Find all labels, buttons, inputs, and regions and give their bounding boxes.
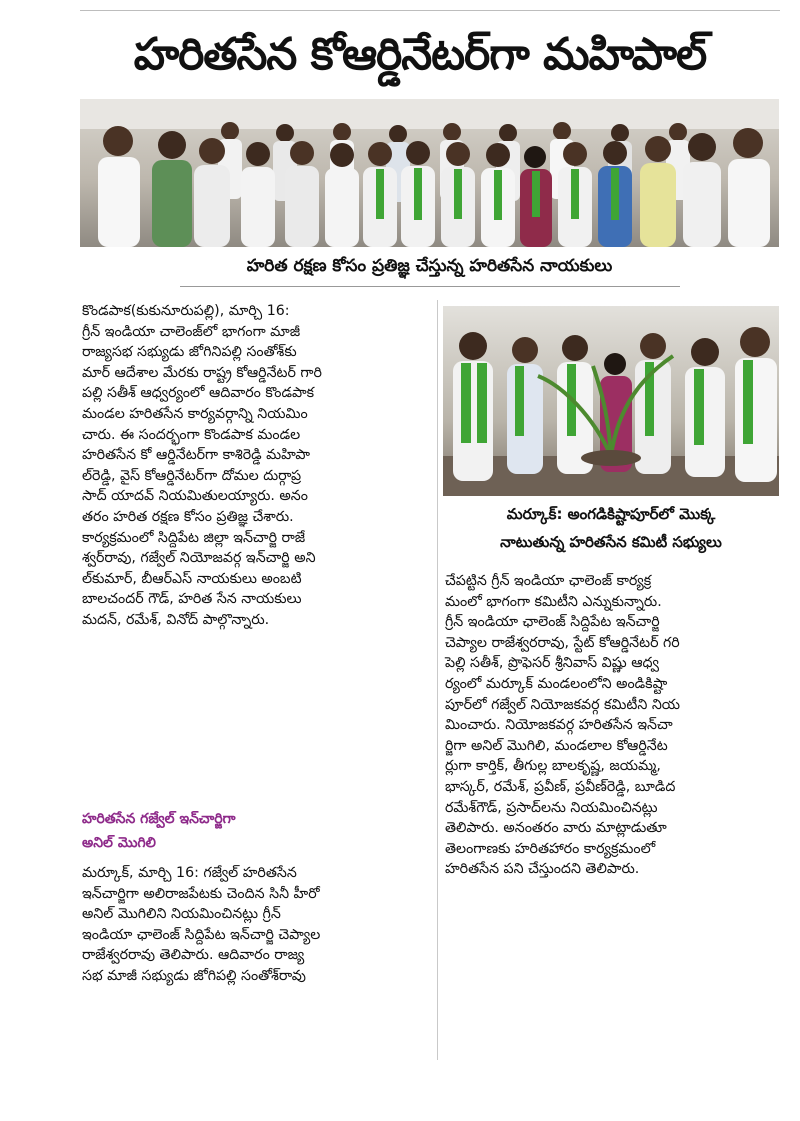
article-line: హరితసేన పని చేస్తుందని తెలిపారు.: [445, 861, 640, 878]
photo2-caption-line: నాటుతున్న హరితసేన కమిటీ సభ్యులు: [500, 533, 722, 551]
article-line: ఇన్‌చార్జిగా అలిరాజపేటకు చెందిన సినీ హీరో: [82, 885, 320, 902]
group-pledge-photo: [80, 99, 779, 247]
photo1-caption: హరిత రక్షణ కోసం ప్రతిజ్ఞ చేస్తున్న హరితసేన నాయకులు: [246, 256, 613, 276]
column-divider: [437, 300, 438, 1060]
article-markook-right: [445, 571, 779, 880]
photo2-caption-line: మర్కూక్: అంగడికిష్టాపూర్‌లో మొక్క: [506, 505, 716, 523]
article-line: రాజ్యసభ సభ్యుడు జోగినిపల్లి సంతోశ్‌కు: [82, 344, 297, 361]
article-line: మించారు. నియోజకవర్గ హరితసేన ఇన్‌చా: [445, 717, 673, 734]
top-rule: [80, 10, 780, 11]
article2-subheading: [82, 807, 430, 855]
subheading-line: హరితసేన గజ్వేల్ ఇన్‌చార్జిగా: [82, 811, 236, 827]
article-line: సభ మాజీ సభ్యుడు జోగిపల్లి సంతోశ్‌రావు: [82, 967, 306, 984]
article-line: కొండపాక(కుకునూరుపల్లి), మార్చి 16:: [82, 303, 290, 319]
article-line: గ్రీన్ ఇండియా చాలెంజ్‌లో భాగంగా మాజీ: [82, 323, 301, 340]
article-line: ల్‌రెడ్డి, వైస్ కోఆర్డినేటర్‌గా దోమల దుర్గాప్ర: [82, 467, 302, 484]
article-line: ర్జిగా అనిల్ మొగిలి, మండలాల కోఆర్డినేట: [445, 737, 668, 754]
article-line: పెల్లి సతీశ్, ప్రొఫెసర్ శ్రీనివాస్ విష్ణు ఆధ్వ: [445, 655, 659, 672]
article-line: హరితసేన కో ఆర్డినేటర్‌గా కాశిరెడ్డి మహిపా: [82, 447, 311, 464]
article-line: తెలిపారు. అనంతరం వారు మాట్లాడుతూ: [445, 820, 667, 837]
subheading-line: అనిల్ మొగిలి: [82, 835, 156, 851]
caption-rule: [180, 286, 680, 287]
photo2-caption: [443, 500, 779, 556]
article-line: చేపట్టిన గ్రీన్ ఇండియా ఛాలెంజ్ కార్యక్ర: [445, 573, 652, 589]
article-line: పల్లి సతీశ్ ఆధ్వర్యంలో ఆదివారం కొండపాక: [82, 385, 315, 402]
article-line: మర్కూక్, మార్చి 16: గజ్వేల్ హరితసేన: [82, 865, 297, 881]
article-line: శ్వర్‌రావు, గజ్వేల్ నియోజవర్గ ఇన్‌చార్జి అని: [82, 550, 316, 567]
article-line: ఇండియా ఛాలెంజ్ సిద్దిపేట ఇన్‌చార్జి చెప్యాల: [82, 926, 321, 943]
article-line: సాద్ యాదవ్ నియమితులయ్యారు. అనం: [82, 488, 308, 505]
planting-photo: [443, 306, 779, 496]
article-line: గ్రీన్ ఇండియా ఛాలెంజ్ సిద్దిపేట ఇన్‌చార్జి: [445, 614, 660, 631]
article-line: ర్యంలో మర్కూక్ మండలంలోని అండికిష్టా: [445, 675, 668, 692]
article-kondapaka: [82, 301, 430, 631]
article-line: రమేశ్‌గౌడ్, ప్రసాద్‌లను నియమించినట్లు: [445, 799, 658, 816]
article-line: అనిల్ మొగిలిని నియమించినట్లు గ్రీన్: [82, 906, 281, 923]
article-line: భాస్కర్, రమేశ్, ప్రవీణ్, ప్రవీణ్‌రెడ్డి, బూడిద: [445, 778, 676, 795]
article-line: ర్లుగా కార్తిక్, తీగుల్ల బాలకృష్ణ, జయమ్మ,: [445, 758, 661, 775]
article-line: ల్‌కుమార్, బీఆర్‌ఎస్ నాయకులు అంబటి: [82, 570, 302, 587]
article-line: మంలో భాగంగా కమిటీని ఎన్నుకున్నారు.: [445, 593, 662, 610]
article-line: బాలచందర్ గౌడ్, హరిత సేన నాయకులు: [82, 591, 302, 608]
article-line: కార్యక్రమంలో సిద్దిపేట జిల్లా ఇన్‌చార్జి రాజే: [82, 529, 306, 546]
article-line: రాజేశ్వరరావు తెలిపారు. ఆదివారం రాజ్య: [82, 947, 305, 964]
article-line: పూర్‌లో గజ్వేల్ నియోజకవర్గ కమిటీని నియ: [445, 696, 681, 713]
article-line: తెలంగాణకు హరితహారం కార్యక్రమంలో: [445, 840, 656, 857]
article-line: చారు. ఈ సందర్భంగా కొండపాక మండల: [82, 426, 301, 443]
article-line: మార్ ఆదేశాల మేరకు రాష్ట్ర కోఆర్డినేటర్ గారి: [82, 364, 322, 381]
headline: హరితసేన కోఆర్డినేటర్‌గా మహిపాల్: [133, 29, 707, 80]
article-line: మదన్, రమేశ్, వినోద్ పాల్గొన్నారు.: [82, 611, 270, 628]
article-markook-left: [82, 863, 430, 987]
article-line: చెప్యాల రాజేశ్వరరావు, స్టేట్ కోఆర్డినేటర్ గరి: [445, 634, 680, 651]
article-line: తరం హరిత రక్షణ కోసం ప్రతిజ్ఞ చేశారు.: [82, 508, 294, 525]
article-line: మండల హరితసేన కార్యవర్గాన్ని నియమిం: [82, 405, 308, 422]
